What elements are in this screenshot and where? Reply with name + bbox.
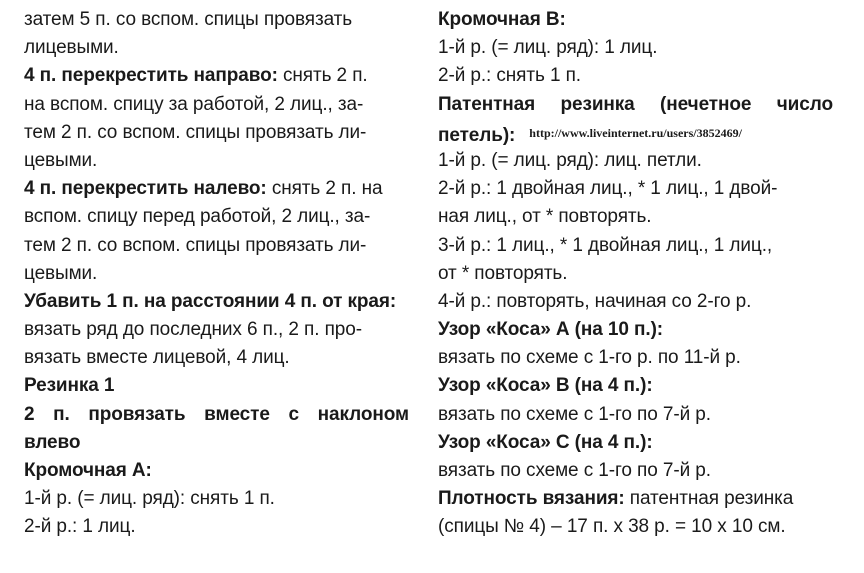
word: (нечетное <box>660 93 752 115</box>
text-line: 2-й р.: снять 1 п. <box>438 65 581 87</box>
text-span: снять 2 п. на <box>266 178 383 200</box>
text-line: вязать по схеме с 1-го р. по 11-й р. <box>438 347 741 369</box>
text-line: вязать по схеме с 1-го по 7-й р. <box>438 460 711 481</box>
text-line: вязать вместе лицевой, 4 лиц. <box>24 347 290 369</box>
cable-a-heading: Узор «Коса» А (на 10 п.): <box>438 319 664 341</box>
text-line: цевыми. <box>24 262 98 284</box>
patent-rib-heading-cont <box>438 119 833 147</box>
text-line: 3-й р.: 1 лиц., * 1 двойная лиц., 1 лиц., <box>438 234 773 256</box>
text-line: вязать по схеме с 1-го по 7-й р. <box>438 403 711 425</box>
cross-left-paragraph <box>24 175 409 203</box>
k2tog-heading <box>24 401 409 429</box>
cross-left-heading: 4 п. перекрестить налево: <box>24 178 267 200</box>
left-column <box>24 6 409 542</box>
text-line: 1-й р. (= лиц. ряд): снять 1 п. <box>24 488 275 510</box>
word: резинка <box>560 93 635 115</box>
word: наклоном <box>317 403 409 425</box>
decrease-heading: Убавить 1 п. на расстоянии 4 п. от края: <box>24 290 397 312</box>
text-line: 2-й р.: 1 двойная лиц., * 1 лиц., 1 двой- <box>438 178 778 200</box>
word: Патентная <box>438 93 536 115</box>
text-line: (спицы № 4) – 17 п. х 38 р. = 10 х 10 см. <box>438 516 786 538</box>
cross-right-paragraph <box>24 62 409 90</box>
text-line: тем 2 п. со вспом. спицы провязать ли- <box>24 121 367 143</box>
text-line: затем 5 п. со вспом. спицы провязать <box>24 9 353 30</box>
text-line: 4-й р.: повторять, начиная со 2-го р. <box>438 290 752 312</box>
density-heading: Плотность вязания: <box>438 488 625 510</box>
patent-rib-heading <box>438 91 833 119</box>
cable-b-heading: Узор «Коса» В (на 4 п.): <box>438 375 653 397</box>
text-line: вспом. спицу перед работой, 2 лиц., за- <box>24 206 371 228</box>
text-line: на вспом. спицу за работой, 2 лиц., за- <box>24 93 364 115</box>
rib1-heading: Резинка 1 <box>24 375 115 397</box>
k2tog-heading-cont: влево <box>24 431 81 453</box>
word: вместе <box>204 403 270 425</box>
edge-a-heading: Кромочная А: <box>24 460 152 481</box>
text-line: лицевыми. <box>24 37 119 59</box>
text-line: вязать ряд до последних 6 п., 2 п. про- <box>24 319 362 341</box>
text-line: тем 2 п. со вспом. спицы провязать ли- <box>24 234 367 256</box>
text-line: ная лиц., от * повторять. <box>438 206 652 228</box>
word: с <box>288 403 299 425</box>
cross-right-heading: 4 п. перекрестить направо: <box>24 65 278 87</box>
heading-span: петель): <box>438 124 516 146</box>
cable-c-heading: Узор «Коса» С (на 4 п.): <box>438 431 653 453</box>
text-line: 1-й р. (= лиц. ряд): лиц. петли. <box>438 149 702 171</box>
text-span: снять 2 п. <box>277 65 368 87</box>
text-line: 1-й р. (= лиц. ряд): 1 лиц. <box>438 37 658 59</box>
word: провязать <box>88 403 186 425</box>
edge-b-heading: Кромочная В: <box>438 9 566 30</box>
right-column <box>438 6 833 542</box>
word: число <box>776 93 833 115</box>
text-span: патентная резинка <box>624 488 794 510</box>
density-paragraph <box>438 485 833 513</box>
watermark-url: http://www.liveinternet.ru/users/3852469/ <box>529 125 742 140</box>
text-line: от * повторять. <box>438 262 568 284</box>
word: п. <box>53 403 70 425</box>
word: 2 <box>24 403 35 425</box>
text-line: цевыми. <box>24 149 98 171</box>
text-line: 2-й р.: 1 лиц. <box>24 516 136 538</box>
